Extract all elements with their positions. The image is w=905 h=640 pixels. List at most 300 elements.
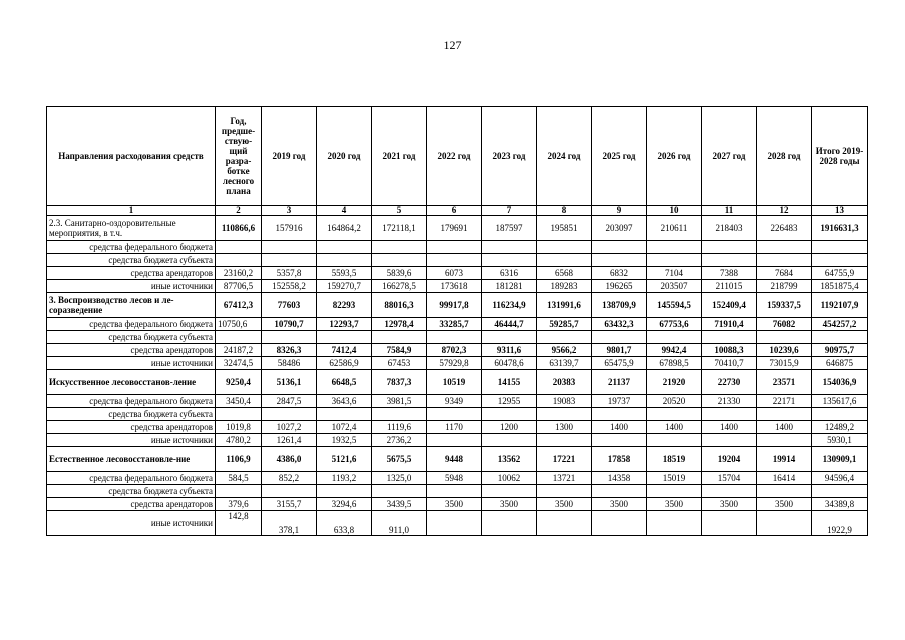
table-body	[47, 216, 868, 536]
table-cell: 3981,5	[372, 395, 427, 408]
table-cell	[757, 511, 812, 536]
row-label: 2.3. Санитарно-оздоровительные мероприятия, в т.ч.	[47, 216, 216, 241]
table-cell: 179691	[427, 216, 482, 241]
table-cell: 57929,8	[427, 357, 482, 370]
table-cell: 60478,6	[482, 357, 537, 370]
table-cell	[372, 408, 427, 421]
table-cell: 1400	[757, 421, 812, 434]
table-cell	[317, 331, 372, 344]
table-cell	[372, 241, 427, 254]
table-cell: 454257,2	[812, 318, 868, 331]
table-cell: 3500	[482, 498, 537, 511]
table-cell	[427, 331, 482, 344]
table-cell: 88016,3	[372, 293, 427, 318]
table-cell: 87706,5	[216, 280, 262, 293]
table-cell	[216, 408, 262, 421]
table-cell	[647, 254, 702, 267]
table-cell: 24187,2	[216, 344, 262, 357]
table-cell: 211015	[702, 280, 757, 293]
table-cell: 23571	[757, 370, 812, 395]
table-cell: 203507	[647, 280, 702, 293]
table-cell: 1106,9	[216, 447, 262, 472]
table-row	[47, 498, 868, 511]
table-cell: 3500	[702, 498, 757, 511]
table-cell: 173618	[427, 280, 482, 293]
table-cell: 218799	[757, 280, 812, 293]
table-cell: 131991,6	[537, 293, 592, 318]
table-cell: 5357,8	[262, 267, 317, 280]
table-row	[47, 472, 868, 485]
table-cell: 12489,2	[812, 421, 868, 434]
table-cell: 9801,7	[592, 344, 647, 357]
table-cell: 4386,0	[262, 447, 317, 472]
table-cell: 3500	[427, 498, 482, 511]
table-cell: 10790,7	[262, 318, 317, 331]
header-cell: Направления расходования средств	[47, 107, 216, 206]
table-cell: 110866,6	[216, 216, 262, 241]
table-cell: 13562	[482, 447, 537, 472]
table-cell: 20520	[647, 395, 702, 408]
table-cell	[482, 485, 537, 498]
table-cell: 152409,4	[702, 293, 757, 318]
table-cell: 46444,7	[482, 318, 537, 331]
table-cell: 17221	[537, 447, 592, 472]
table-cell: 1922,9	[812, 511, 868, 536]
table-row	[47, 408, 868, 421]
table-row	[47, 318, 868, 331]
table-cell	[427, 408, 482, 421]
column-number: 7	[482, 206, 537, 216]
table-cell: 19204	[702, 447, 757, 472]
table-cell: 7388	[702, 267, 757, 280]
table-cell: 2736,2	[372, 434, 427, 447]
header-cell: 2028 год	[757, 107, 812, 206]
table-cell: 7104	[647, 267, 702, 280]
table-cell	[262, 241, 317, 254]
table-cell: 2847,5	[262, 395, 317, 408]
table-cell	[757, 241, 812, 254]
table-cell: 203097	[592, 216, 647, 241]
table-cell	[372, 254, 427, 267]
table-cell: 9250,4	[216, 370, 262, 395]
table-row	[47, 293, 868, 318]
row-label: иные источники	[47, 511, 216, 536]
table-cell: 59285,7	[537, 318, 592, 331]
table-cell: 1193,2	[317, 472, 372, 485]
table-cell	[317, 408, 372, 421]
table-cell: 379,6	[216, 498, 262, 511]
column-number: 11	[702, 206, 757, 216]
table-cell	[262, 408, 317, 421]
table-cell	[427, 241, 482, 254]
table-cell	[427, 485, 482, 498]
table-cell: 5948	[427, 472, 482, 485]
table-cell	[702, 485, 757, 498]
page-number: 127	[443, 38, 462, 52]
table-cell	[812, 408, 868, 421]
table-cell: 159337,5	[757, 293, 812, 318]
table-cell	[482, 408, 537, 421]
table-row	[47, 267, 868, 280]
table-cell: 196265	[592, 280, 647, 293]
table-cell: 10750,6	[216, 318, 262, 331]
table-cell	[317, 241, 372, 254]
table-cell: 12293,7	[317, 318, 372, 331]
table-cell: 9448	[427, 447, 482, 472]
header-cell: 2023 год	[482, 107, 537, 206]
table-cell: 1916631,3	[812, 216, 868, 241]
table-cell: 3500	[757, 498, 812, 511]
table-cell	[427, 434, 482, 447]
table-cell: 67412,3	[216, 293, 262, 318]
table-cell: 19914	[757, 447, 812, 472]
table-cell	[592, 254, 647, 267]
column-number: 3	[262, 206, 317, 216]
table-cell: 22171	[757, 395, 812, 408]
table-cell: 130909,1	[812, 447, 868, 472]
table-cell: 58486	[262, 357, 317, 370]
table-row	[47, 216, 868, 241]
table-cell: 16414	[757, 472, 812, 485]
table-cell: 94596,4	[812, 472, 868, 485]
table-cell	[537, 241, 592, 254]
table-cell: 21137	[592, 370, 647, 395]
column-number: 10	[647, 206, 702, 216]
row-label: средства бюджета субъекта	[47, 485, 216, 498]
column-number: 9	[592, 206, 647, 216]
table-cell	[702, 408, 757, 421]
table-row	[47, 357, 868, 370]
row-label: средства федерального бюджета	[47, 318, 216, 331]
table-cell: 63139,7	[537, 357, 592, 370]
table-cell: 1400	[702, 421, 757, 434]
table-row	[47, 434, 868, 447]
table-cell: 9566,2	[537, 344, 592, 357]
table-cell: 9311,6	[482, 344, 537, 357]
table-cell: 17858	[592, 447, 647, 472]
table-cell: 6073	[427, 267, 482, 280]
header-cell: 2020 год	[317, 107, 372, 206]
table-cell: 22730	[702, 370, 757, 395]
table-cell: 10088,3	[702, 344, 757, 357]
table-cell	[647, 331, 702, 344]
table-cell: 71910,4	[702, 318, 757, 331]
row-label: Искусственное лесовосстанов-ление	[47, 370, 216, 395]
row-label: средства арендаторов	[47, 267, 216, 280]
table-cell: 65475,9	[592, 357, 647, 370]
row-label: средства бюджета субъекта	[47, 408, 216, 421]
table-cell	[537, 331, 592, 344]
table-cell: 62586,9	[317, 357, 372, 370]
table-cell: 10062	[482, 472, 537, 485]
row-label: иные источники	[47, 357, 216, 370]
row-label: 3. Воспроизводство лесов и ле-соразведение	[47, 293, 216, 318]
table-cell: 6568	[537, 267, 592, 280]
column-number: 13	[812, 206, 868, 216]
table-cell: 5136,1	[262, 370, 317, 395]
table-cell	[537, 254, 592, 267]
header-cell: Итого 2019-2028 годы	[812, 107, 868, 206]
table-cell: 15704	[702, 472, 757, 485]
column-number: 8	[537, 206, 592, 216]
table-cell: 32474,5	[216, 357, 262, 370]
table-cell: 63432,3	[592, 318, 647, 331]
table-cell: 99917,8	[427, 293, 482, 318]
table-cell	[702, 434, 757, 447]
budget-table	[46, 106, 868, 536]
table-row	[47, 511, 868, 536]
row-label: средства бюджета субъекта	[47, 331, 216, 344]
table-cell: 23160,2	[216, 267, 262, 280]
table-cell: 90975,7	[812, 344, 868, 357]
table-cell	[537, 485, 592, 498]
table-cell: 21330	[702, 395, 757, 408]
column-number-row	[47, 206, 868, 216]
table-cell	[702, 511, 757, 536]
table-row	[47, 421, 868, 434]
table-cell: 1300	[537, 421, 592, 434]
table-cell: 7684	[757, 267, 812, 280]
table-cell	[317, 254, 372, 267]
table-cell: 3294,6	[317, 498, 372, 511]
table-cell	[482, 331, 537, 344]
table-cell: 5930,1	[812, 434, 868, 447]
table-cell: 152558,2	[262, 280, 317, 293]
table-cell	[592, 485, 647, 498]
table-cell: 1200	[482, 421, 537, 434]
table-cell: 181281	[482, 280, 537, 293]
table-cell	[482, 241, 537, 254]
table-cell: 4780,2	[216, 434, 262, 447]
table-cell: 8702,3	[427, 344, 482, 357]
table-cell	[647, 241, 702, 254]
table-cell	[427, 254, 482, 267]
table-cell: 20383	[537, 370, 592, 395]
table-cell: 34389,8	[812, 498, 868, 511]
table-cell: 154036,9	[812, 370, 868, 395]
table-cell	[262, 485, 317, 498]
table-cell	[812, 331, 868, 344]
table-cell: 19083	[537, 395, 592, 408]
table-cell	[757, 434, 812, 447]
table-cell: 5839,6	[372, 267, 427, 280]
table-cell: 76082	[757, 318, 812, 331]
table-row	[47, 485, 868, 498]
table-cell: 3500	[592, 498, 647, 511]
table-cell: 189283	[537, 280, 592, 293]
table-cell: 116234,9	[482, 293, 537, 318]
table-cell	[812, 241, 868, 254]
table-cell: 70410,7	[702, 357, 757, 370]
table-cell: 3155,7	[262, 498, 317, 511]
table-cell	[702, 331, 757, 344]
table-cell	[757, 331, 812, 344]
row-label: иные источники	[47, 280, 216, 293]
table-cell: 77603	[262, 293, 317, 318]
table-cell: 646875	[812, 357, 868, 370]
table-cell	[812, 254, 868, 267]
table-cell: 10239,6	[757, 344, 812, 357]
table-cell: 172118,1	[372, 216, 427, 241]
table-cell: 19737	[592, 395, 647, 408]
table-cell	[592, 511, 647, 536]
table-cell: 378,1	[262, 511, 317, 536]
table-cell: 210611	[647, 216, 702, 241]
table-cell: 7412,4	[317, 344, 372, 357]
table-row	[47, 331, 868, 344]
table-cell: 14358	[592, 472, 647, 485]
table-cell: 67453	[372, 357, 427, 370]
table-cell	[482, 434, 537, 447]
table-cell: 633,8	[317, 511, 372, 536]
table-cell	[317, 485, 372, 498]
table-cell	[757, 254, 812, 267]
table-cell: 1170	[427, 421, 482, 434]
header-cell: 2019 год	[262, 107, 317, 206]
table-cell	[647, 408, 702, 421]
table-cell: 18519	[647, 447, 702, 472]
table-cell: 6316	[482, 267, 537, 280]
table-cell: 852,2	[262, 472, 317, 485]
table-cell	[216, 331, 262, 344]
table-cell	[702, 254, 757, 267]
header-cell: 2021 год	[372, 107, 427, 206]
column-number: 5	[372, 206, 427, 216]
table-cell: 187597	[482, 216, 537, 241]
table-cell: 138709,9	[592, 293, 647, 318]
table-row	[47, 344, 868, 357]
table-cell: 10519	[427, 370, 482, 395]
table-cell	[537, 511, 592, 536]
table-cell	[216, 485, 262, 498]
table-cell: 67753,6	[647, 318, 702, 331]
table-cell: 33285,7	[427, 318, 482, 331]
column-number: 6	[427, 206, 482, 216]
table-cell: 1261,4	[262, 434, 317, 447]
table-cell: 8326,3	[262, 344, 317, 357]
column-number: 2	[216, 206, 262, 216]
table-cell: 6648,5	[317, 370, 372, 395]
table-cell	[372, 485, 427, 498]
table-cell: 73015,9	[757, 357, 812, 370]
table-cell: 135617,6	[812, 395, 868, 408]
table-cell	[647, 511, 702, 536]
table-cell	[812, 485, 868, 498]
row-label: средства федерального бюджета	[47, 241, 216, 254]
table-cell	[592, 434, 647, 447]
table-cell: 15019	[647, 472, 702, 485]
table-cell	[757, 408, 812, 421]
table-cell: 5121,6	[317, 447, 372, 472]
table-cell	[537, 408, 592, 421]
table-cell: 3500	[537, 498, 592, 511]
table-cell	[427, 511, 482, 536]
table-cell: 3643,6	[317, 395, 372, 408]
table-cell: 164864,2	[317, 216, 372, 241]
table-cell	[372, 331, 427, 344]
table-cell: 584,5	[216, 472, 262, 485]
header-cell: 2027 год	[702, 107, 757, 206]
table-cell: 1027,2	[262, 421, 317, 434]
table-cell	[757, 485, 812, 498]
table-row	[47, 241, 868, 254]
table-row	[47, 254, 868, 267]
column-number: 12	[757, 206, 812, 216]
table-row	[47, 395, 868, 408]
table-cell: 1851875,4	[812, 280, 868, 293]
table-cell	[482, 254, 537, 267]
table-cell: 64755,9	[812, 267, 868, 280]
table-cell: 12955	[482, 395, 537, 408]
table-cell: 1019,8	[216, 421, 262, 434]
table-row	[47, 280, 868, 293]
table-cell: 218403	[702, 216, 757, 241]
header-cell: Год, предше-ствую-щий разра-ботке лесного плана	[216, 107, 262, 206]
table-cell: 1400	[592, 421, 647, 434]
column-number: 4	[317, 206, 372, 216]
table-cell: 1932,5	[317, 434, 372, 447]
row-label: средства арендаторов	[47, 344, 216, 357]
table-row	[47, 447, 868, 472]
table-cell: 142,8	[216, 511, 262, 536]
table-cell: 5675,5	[372, 447, 427, 472]
table-cell: 7837,3	[372, 370, 427, 395]
table-cell	[702, 241, 757, 254]
table-cell	[647, 434, 702, 447]
column-number: 1	[47, 206, 216, 216]
table-cell: 195851	[537, 216, 592, 241]
table-cell: 166278,5	[372, 280, 427, 293]
table-cell: 3500	[647, 498, 702, 511]
table-cell: 1400	[647, 421, 702, 434]
table-cell: 9942,4	[647, 344, 702, 357]
header-cell: 2025 год	[592, 107, 647, 206]
table-cell: 14155	[482, 370, 537, 395]
row-label: Естественное лесовосстановле-ние	[47, 447, 216, 472]
table-cell: 226483	[757, 216, 812, 241]
row-label: иные источники	[47, 434, 216, 447]
table-cell	[592, 331, 647, 344]
row-label: средства арендаторов	[47, 421, 216, 434]
header-cell: 2022 год	[427, 107, 482, 206]
table-cell	[482, 511, 537, 536]
table-cell: 159270,7	[317, 280, 372, 293]
row-label: средства федерального бюджета	[47, 395, 216, 408]
table-cell: 21920	[647, 370, 702, 395]
row-label: средства федерального бюджета	[47, 472, 216, 485]
table-cell: 5593,5	[317, 267, 372, 280]
table-cell	[216, 241, 262, 254]
header-cell: 2026 год	[647, 107, 702, 206]
table-cell: 13721	[537, 472, 592, 485]
table-cell: 6832	[592, 267, 647, 280]
table-cell	[592, 241, 647, 254]
table-cell	[216, 254, 262, 267]
table-cell: 67898,5	[647, 357, 702, 370]
table-cell: 7584,9	[372, 344, 427, 357]
table-cell	[262, 331, 317, 344]
table-cell: 1119,6	[372, 421, 427, 434]
table-cell	[592, 408, 647, 421]
table-cell: 1325,0	[372, 472, 427, 485]
header-cell: 2024 год	[537, 107, 592, 206]
table-cell: 157916	[262, 216, 317, 241]
table-cell: 3439,5	[372, 498, 427, 511]
table-cell: 3450,4	[216, 395, 262, 408]
table-cell: 82293	[317, 293, 372, 318]
table-cell: 9349	[427, 395, 482, 408]
table-cell: 145594,5	[647, 293, 702, 318]
